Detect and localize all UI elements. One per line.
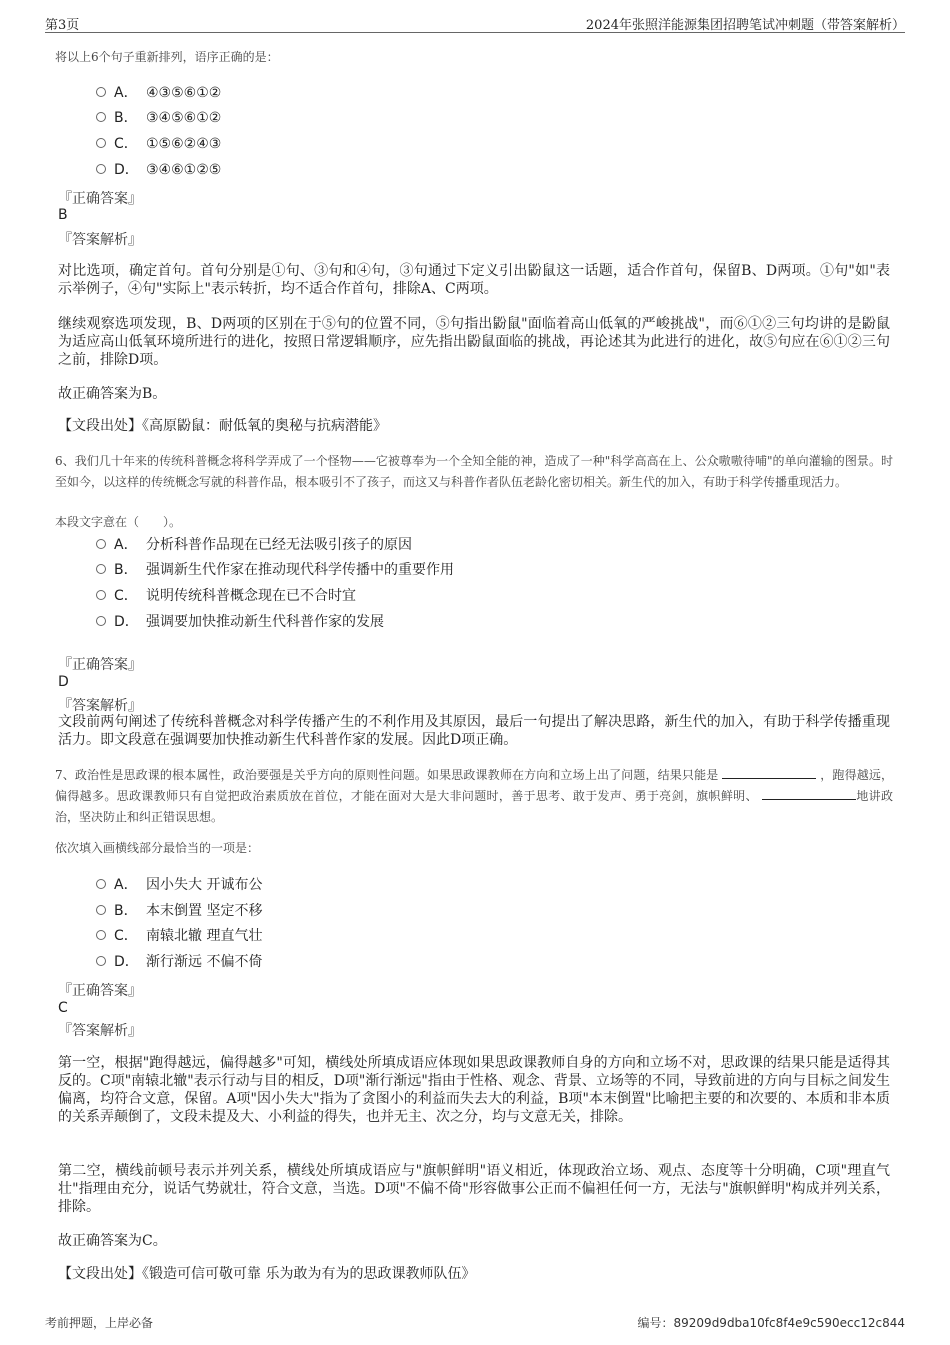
q7-answer-label: 『正确答案』 — [58, 983, 142, 999]
page-footer — [45, 1314, 905, 1331]
q7-stem: 7、政治性是思政课的根本属性，政治要强是关乎方向的原则性问题。如果思政课教师在方向和立场上出了问题，结果只能是 ，跑得越远，偏得越多。思政课教师只有自觉把政治素质放在首位，才能在面对大是大非问题时，善于思考、敢于发声、勇于亮剑，旗帜鲜明、 地讲政治，坚决防止和纠正错误思想。 — [55, 768, 893, 824]
q5-analysis-label: 『答案解析』 — [58, 232, 142, 248]
q5-analysis-conclusion: 故正确答案为B。 — [58, 386, 167, 402]
q6-analysis: 文段前两句阐述了传统科普概念对科学传播产生的不利作用及其原因，最后一句提出了解决思路，新生代的加入，有助于科学传播重现活力。即文段意在强调要加快推动新生代科普作家的发展。因此D项正确。 — [58, 714, 890, 748]
q5-option-c[interactable]: C． ①⑤⑥②④③ — [96, 134, 221, 154]
q6-answer-label: 『正确答案』 — [58, 657, 142, 673]
q7-analysis-label: 『答案解析』 — [58, 1023, 142, 1039]
q6-option-b[interactable]: B． 强调新生代作家在推动现代科学传播中的重要作用 — [96, 560, 454, 580]
q6-option-a[interactable]: A． 分析科普作品现在已经无法吸引孩子的原因 — [96, 535, 412, 555]
q5-option-b[interactable]: B． ③④⑤⑥①② — [96, 108, 221, 128]
q7-source: 【文段出处】《锻造可信可敬可靠 乐为敢为有为的思政课教师队伍》 — [58, 1266, 476, 1282]
q7-option-c[interactable]: C． 南辕北辙 理直气壮 — [96, 926, 262, 946]
q5-answer-label: 『正确答案』 — [58, 191, 142, 207]
radio-icon[interactable] — [96, 879, 106, 889]
document-id: 编号：89209d9dba10fc8f4e9c590ecc12c844 — [637, 1316, 905, 1330]
page-number: 第3页 — [45, 18, 80, 33]
radio-icon[interactable] — [96, 930, 106, 940]
q7-answer: C — [58, 1000, 68, 1016]
radio-icon[interactable] — [96, 87, 106, 97]
radio-icon[interactable] — [96, 164, 106, 174]
q7-analysis-conclusion: 故正确答案为C。 — [58, 1233, 167, 1249]
q7-prompt: 依次填入画横线部分最恰当的一项是： — [55, 841, 260, 855]
radio-icon[interactable] — [96, 616, 106, 626]
q5-analysis-paragraph: 对比选项，确定首句。首句分别是①句、③句和④句，③句通过下定义引出鼢鼠这一话题，适合作首句，保留B、D两项。①句"如"表示举例子，④句"实际上"表示转折，均不适合作首句，排除A、C两项。 — [58, 263, 890, 297]
q6-answer: D — [58, 674, 69, 690]
fill-blank-1 — [722, 766, 816, 779]
page-header — [45, 14, 905, 33]
q7-analysis-paragraph: 第二空，横线前顿号表示并列关系，横线处所填成语应与"旗帜鲜明"语义相近，体现政治立场、观点、态度等十分明确，C项"理直气壮"指理由充分，说话气势就壮，符合文意，当选。D项"不偏不倚"形容做事公正而不偏袒任何一方，无法与"旗帜鲜明"构成并列关系，排除。 — [58, 1163, 890, 1215]
q5-analysis-paragraph: 继续观察选项发现，B、D两项的区别在于⑤句的位置不同，⑤句指出鼢鼠"面临着高山低氧的严峻挑战"，而⑥①②三句均讲的是鼢鼠为适应高山低氧环境所进行的进化，按照日常逻辑顺序，应先指出鼢鼠面临的挑战，再论述其为此进行的进化，故⑤句应在⑥①②三句之前，排除D项。 — [58, 316, 890, 368]
radio-icon[interactable] — [96, 112, 106, 122]
radio-icon[interactable] — [96, 138, 106, 148]
q6-prompt: 本段文字意在（ ）。 — [55, 515, 182, 529]
fill-blank-2 — [762, 787, 856, 800]
radio-icon[interactable] — [96, 564, 106, 574]
q5-option-a[interactable]: A． ④③⑤⑥①② — [96, 83, 221, 103]
radio-icon[interactable] — [96, 905, 106, 915]
q5-stem: 将以上6个句子重新排列，语序正确的是： — [55, 50, 279, 64]
q6-stem: 6、我们几十年来的传统科普概念将科学弄成了一个怪物——它被尊奉为一个全知全能的神，造成了一种"科学高高在上、公众嗷嗷待哺"的单向灌输的图景。时至如今，以这样的传统概念写就的科普作品，根本吸引不了孩子，而这又与科普作者队伍老龄化密切相关。新生代的加入，有助于科学传播重现活力。 — [55, 454, 893, 489]
q6-option-d[interactable]: D． 强调要加快推动新生代科普作家的发展 — [96, 612, 384, 632]
radio-icon[interactable] — [96, 956, 106, 966]
q6-option-c[interactable]: C． 说明传统科普概念现在已不合时宜 — [96, 586, 356, 606]
radio-icon[interactable] — [96, 539, 106, 549]
q7-option-b[interactable]: B． 本末倒置 坚定不移 — [96, 901, 262, 921]
q5-option-d[interactable]: D． ③④⑥①②⑤ — [96, 160, 221, 180]
radio-icon[interactable] — [96, 590, 106, 600]
q7-option-d[interactable]: D． 渐行渐远 不偏不倚 — [96, 952, 262, 972]
q5-source: 【文段出处】《高原鼢鼠：耐低氧的奥秘与抗病潜能》 — [58, 418, 387, 434]
q6-analysis-label: 『答案解析』 — [58, 698, 142, 714]
footer-slogan: 考前押题，上岸必备 — [45, 1316, 154, 1330]
document-title: 2024年张照洋能源集团招聘笔试冲刺题（带答案解析） — [585, 18, 905, 33]
q5-answer: B — [58, 207, 68, 223]
q7-analysis-paragraph: 第一空，根据"跑得越远，偏得越多"可知，横线处所填成语应体现如果思政课教师自身的方向和立场不对，思政课的结果只能是适得其反的。C项"南辕北辙"表示行动与目的相反，D项"渐行渐远"指由于性格、观念、背景、立场等的不同，导致前进的方向与目标之间发生偏离，均符合文意，保留。A项"因小失大"指为了贪图小的利益而失去大的利益，B项"本末倒置"比喻把主要的和次要的、本质和非本质的关系弄颠倒了，文段未提及大、小利益的得失，也并无主、次之分，均与文意无关，排除。 — [58, 1055, 890, 1125]
q7-option-a[interactable]: A． 因小失大 开诚布公 — [96, 875, 262, 895]
